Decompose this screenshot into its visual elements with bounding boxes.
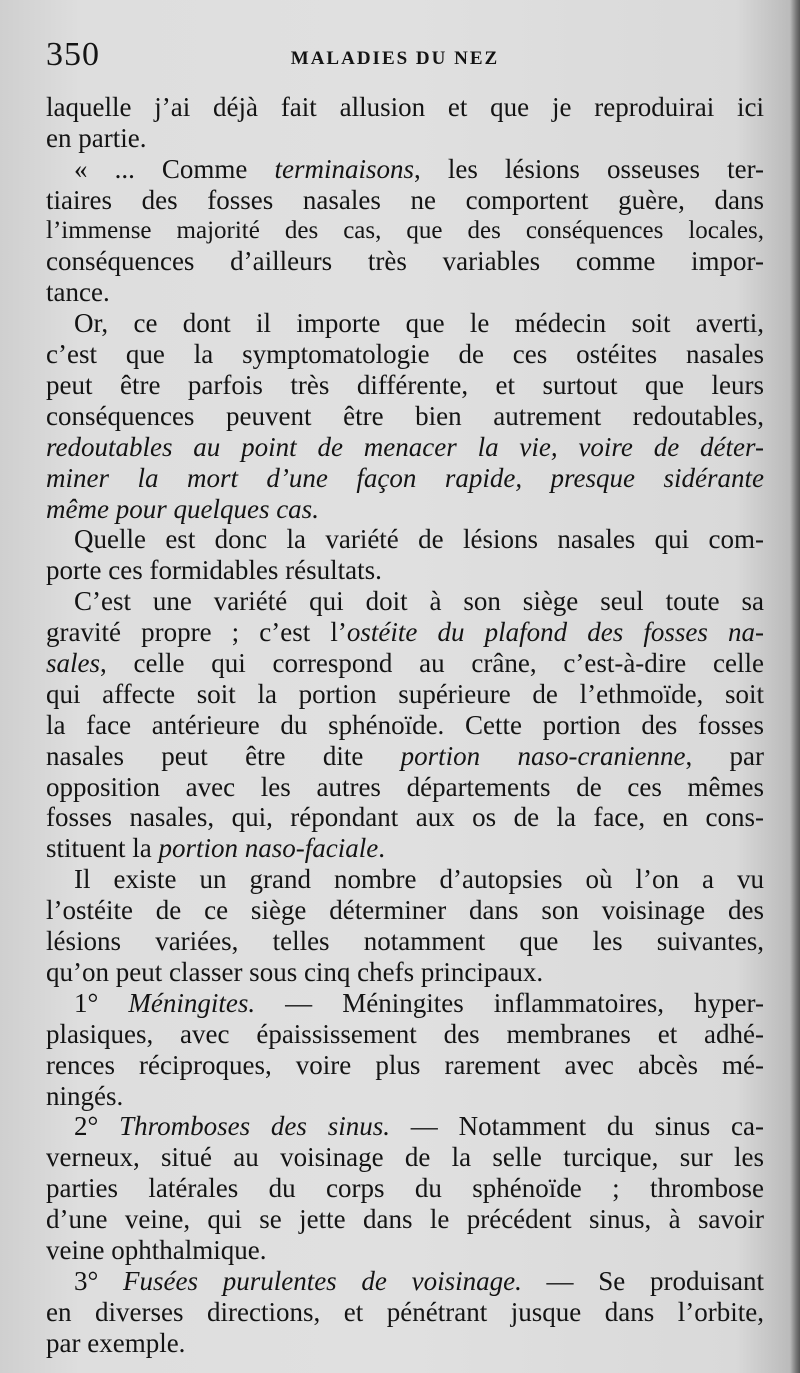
text-line: qu’on peut classer sous cinq chefs principaux. bbox=[46, 956, 544, 987]
text-line: stituent la portion naso-faciale. bbox=[46, 833, 385, 864]
text-line: sales, celle qui correspond au crâne, c’est-à-dire celle bbox=[46, 648, 764, 679]
text-line: rences réciproques, voire plus rarement avec abcès mé- bbox=[46, 1049, 764, 1080]
text-line: c’est que la symptomatologie de ces ostéites nasales bbox=[46, 339, 764, 370]
body-text bbox=[46, 92, 764, 1359]
text-line: l’immense majorité des cas, que des conséquences locales, bbox=[46, 216, 764, 244]
text-line: qui affecte soit la portion supérieure de l’ethmoïde, soit bbox=[46, 678, 764, 709]
text-line: conséquences peuvent être bien autrement redoutables, bbox=[46, 400, 764, 431]
text-line: 2° Thromboses des sinus. — Notamment du sinus ca- bbox=[74, 1111, 764, 1142]
text-line: miner la mort d’une façon rapide, presque sidérante bbox=[46, 462, 764, 493]
page-header bbox=[46, 36, 744, 76]
text-line: Quelle est donc la variété de lésions nasales qui com- bbox=[74, 524, 764, 555]
text-line: parties latérales du corps du sphénoïde ; thrombose bbox=[46, 1173, 764, 1204]
text-line: d’une veine, qui se jette dans le précédent sinus, à savoir bbox=[46, 1204, 764, 1235]
text-line: 3° Fusées purulentes de voisinage. — Se produisant bbox=[74, 1265, 764, 1296]
page-edge-shadow bbox=[790, 0, 800, 1373]
text-line: lésions variées, telles notamment que les suivantes, bbox=[46, 926, 764, 957]
text-line: C’est une variété qui doit à son siège seul toute sa bbox=[74, 586, 764, 617]
page-number: 350 bbox=[46, 36, 100, 73]
text-line: plasiques, avec épaississement des membranes et adhé- bbox=[46, 1018, 764, 1049]
text-line: par exemple. bbox=[46, 1327, 186, 1358]
running-head: MALADIES DU NEZ bbox=[290, 48, 500, 69]
text-line: porte ces formidables résultats. bbox=[46, 555, 382, 586]
text-line: veine ophthalmique. bbox=[46, 1234, 267, 1265]
text-line: ningés. bbox=[46, 1080, 124, 1111]
text-line: peut être parfois très différente, et surtout que leurs bbox=[46, 370, 764, 401]
text-line: verneux, situé au voisinage de la selle turcique, sur les bbox=[46, 1142, 764, 1173]
text-line: tiaires des fosses nasales ne comportent guère, dans bbox=[46, 184, 764, 215]
text-line: opposition avec les autres départements de ces mêmes bbox=[46, 771, 764, 802]
text-line: la face antérieure du sphénoïde. Cette portion des fosses bbox=[46, 709, 764, 740]
text-line: redoutables au point de menacer la vie, voire de déter- bbox=[46, 431, 764, 462]
text-line: tance. bbox=[46, 277, 110, 308]
text-line: « ... Comme terminaisons, les lésions osseuses ter- bbox=[74, 153, 765, 184]
text-line: nasales peut être dite portion naso-cranienne, par bbox=[46, 740, 764, 771]
text-line: en diverses directions, et pénétrant jusque dans l’orbite, bbox=[46, 1296, 764, 1327]
text-line: même pour quelques cas. bbox=[46, 493, 319, 524]
text-line: fosses nasales, qui, répondant aux os de la face, en cons- bbox=[46, 802, 764, 833]
text-line: en partie. bbox=[46, 122, 147, 153]
text-line: Or, ce dont il importe que le médecin soit averti, bbox=[74, 308, 764, 339]
text-line: laquelle j’ai déjà fait allusion et que je reproduirai ici bbox=[46, 92, 764, 122]
text-line: conséquences d’ailleurs très variables comme impor- bbox=[46, 246, 764, 277]
text-line: 1° Méningites. — Méningites inflammatoires, hyper- bbox=[74, 987, 764, 1018]
text-line: gravité propre ; c’est l’ostéite du plafond des fosses na- bbox=[46, 617, 764, 648]
text-line: l’ostéite de ce siège déterminer dans son voisinage des bbox=[46, 895, 764, 926]
text-line: Il existe un grand nombre d’autopsies où l’on a vu bbox=[74, 864, 764, 895]
